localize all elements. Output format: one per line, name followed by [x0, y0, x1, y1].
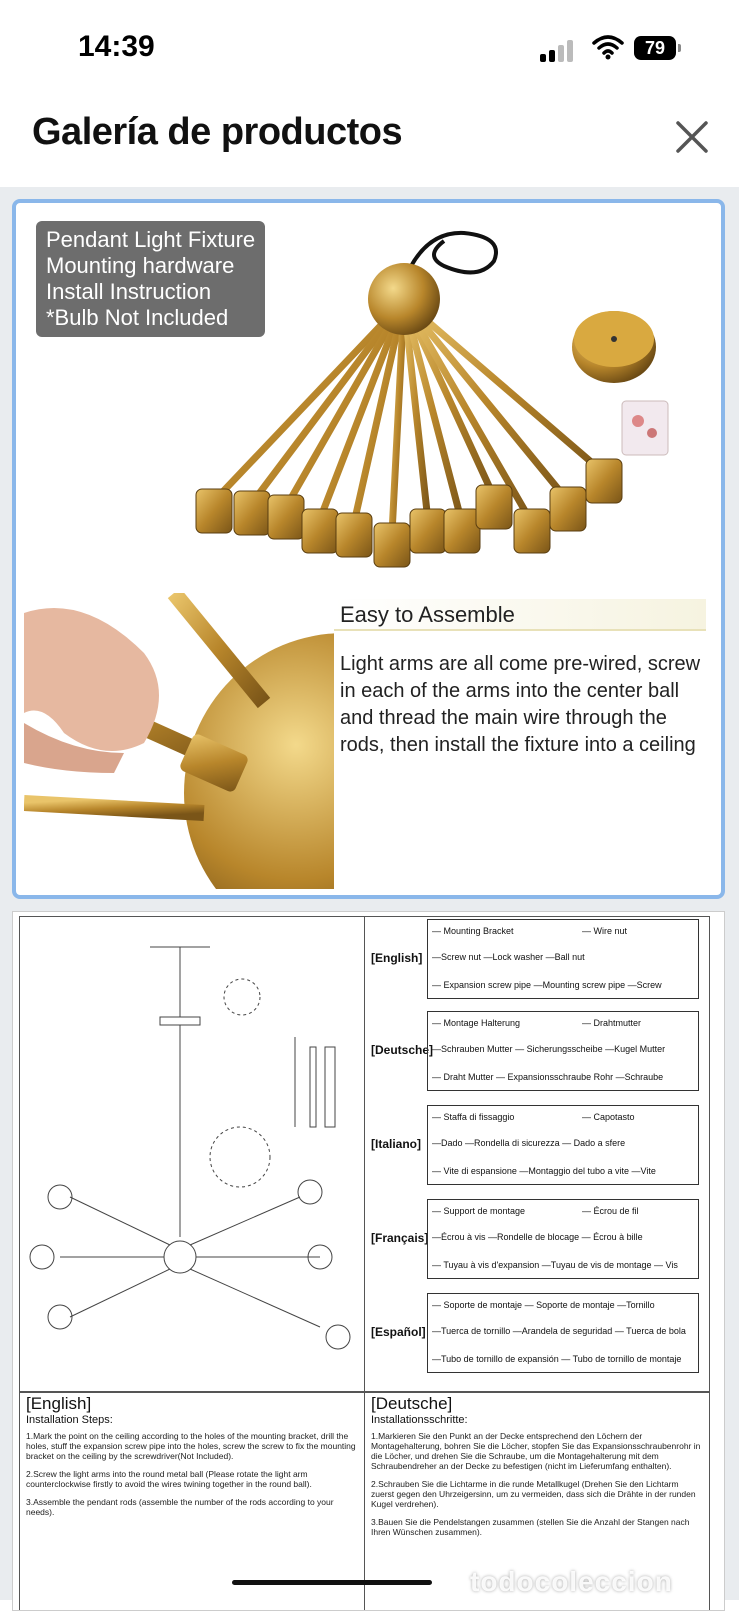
- watermark: todocoleccion: [470, 1566, 673, 1597]
- legend-item: — Dado a sfere: [562, 1138, 626, 1148]
- legend-lang-label: [Italiano]: [371, 1137, 421, 1151]
- legend-lang-label: [English]: [371, 951, 423, 965]
- legend-item: — Vis: [654, 1260, 678, 1270]
- legend-item: — Mounting Bracket: [432, 926, 514, 936]
- legend-lang-label: [Deutsche]: [371, 1043, 434, 1057]
- tag-line-3: Install Instruction: [46, 279, 212, 304]
- product-info-tag: [36, 221, 265, 337]
- legend-item: — Support de montage: [432, 1206, 526, 1216]
- legend-item: —Screw nut: [432, 952, 482, 962]
- page-title: Galería de productos: [32, 111, 403, 153]
- gallery-image-selected[interactable]: [12, 199, 725, 899]
- tag-line-4: *Bulb Not Included: [46, 305, 229, 330]
- legend-item: —Tubo de tornillo de expansión: [432, 1354, 559, 1364]
- steps-heading: [Deutsche]: [371, 1394, 453, 1413]
- legend-item: — Soporte de montaje: [432, 1300, 523, 1310]
- steps-heading: [English]: [26, 1394, 92, 1413]
- legend-box: [427, 1199, 699, 1279]
- step-text: 1.Mark the point on the ceiling according to the holes of the mounting bracket, drill the holes, stuff the expansion screw pipe into the holes, screw the screw to fix the mounting bracket on the ceiling by the screwdriver(Not Included).: [26, 1431, 356, 1461]
- legend-item: —Ball nut: [545, 952, 585, 962]
- legend-item: —Rondelle de blocage: [488, 1232, 580, 1242]
- legend-item: — Tubo de tornillo de montaje: [561, 1354, 682, 1364]
- legend-item: —Screw: [627, 980, 662, 990]
- legend-item: —Arandela de seguridad: [512, 1326, 613, 1336]
- legend-item: —Kugel Mutter: [605, 1044, 666, 1054]
- gallery-image-instructions[interactable]: [12, 911, 725, 1611]
- legend-item: —Tuyau de vis de montage: [541, 1260, 652, 1270]
- status-time: 14:39: [78, 30, 155, 63]
- status-bar: [0, 0, 739, 95]
- step-text: 2.Schrauben Sie die Lichtarme in die runde Metallkugel (Drehen Sie den Lichtarm zuerst gegen den Uhrzeigersinn, um zu vermeiden, dass sich die Drähte in der runden Kugel verdrehen).: [371, 1479, 696, 1509]
- hand-assembly-illustration: [24, 593, 334, 889]
- legend-item: —Vite: [631, 1166, 656, 1176]
- legend-item: — Soporte de montaje: [524, 1300, 615, 1310]
- parts-legend-panel: [365, 916, 710, 1392]
- step-text: 3.Assemble the pendant rods (assemble the number of the rods according to your needs).: [26, 1497, 334, 1517]
- legend-espanol: [365, 1291, 709, 1375]
- legend-item: — Écrou de fil: [582, 1206, 639, 1216]
- legend-francais: [365, 1197, 709, 1281]
- legend-item: — Staffa di fissaggio: [432, 1112, 515, 1122]
- step-text: 3.Bauen Sie die Pendelstangen zusammen (stellen Sie die Anzahl der Stangen nach Ihren Wünschen zusammen).: [371, 1517, 690, 1537]
- exploded-diagram-illustration: [20, 917, 364, 1391]
- legend-deutsche: [365, 1009, 709, 1093]
- step-text: 1.Markieren Sie den Punkt an der Decke entsprechend den Löchern der Montagehalterung, bohren Sie die Löcher, stopfen Sie das Expansionsschraubenrohr in die Löcher, und drehen Sie die Schraube, um die Montagehalterung mit dem Schraubendreher an der Decke zu befestigen (nicht im Lieferumfang enthalten).: [371, 1431, 701, 1471]
- legend-box: [427, 1105, 699, 1185]
- steps-subheading: Installation Steps:: [26, 1414, 113, 1426]
- legend-item: — Expansion screw pipe: [432, 980, 532, 990]
- legend-item: —Rondella di sicurezza: [465, 1138, 560, 1148]
- legend-item: — Expansionsschraube Rohr: [496, 1072, 614, 1082]
- legend-item: —Montaggio del tubo a vite: [519, 1166, 629, 1176]
- product-photo: [24, 211, 716, 593]
- easy-assemble-text: Light arms are all come pre-wired, screw in each of the arms into the center ball and thread the main wire through the rods, then install the fixture into a ceiling: [340, 653, 701, 756]
- legend-box: [427, 919, 699, 999]
- easy-assemble-title: Easy to Assemble: [334, 599, 706, 631]
- installation-diagram: [19, 916, 365, 1392]
- gallery-header: [0, 95, 739, 187]
- tag-line-2: Mounting hardware: [46, 253, 235, 278]
- legend-box: [427, 1011, 699, 1091]
- steps-subheading: Installationsschritte:: [371, 1414, 468, 1426]
- legend-item: — Écrou à bille: [581, 1232, 643, 1242]
- legend-item: —Schrauben Mutter: [432, 1044, 513, 1054]
- legend-italiano: [365, 1103, 709, 1187]
- assembly-photo: [24, 593, 716, 889]
- legend-item: —Tornillo: [617, 1300, 655, 1310]
- legend-item: — Vite di espansione: [432, 1166, 517, 1176]
- legend-item: —Tuerca de tornillo: [432, 1326, 511, 1336]
- legend-item: —Mounting screw pipe: [533, 980, 626, 990]
- steps-english: [20, 1393, 365, 1611]
- product-gallery[interactable]: [0, 187, 739, 1600]
- tag-line-1: Pendant Light Fixture: [46, 227, 256, 252]
- battery-icon: 79: [634, 36, 676, 60]
- legend-item: — Capotasto: [582, 1112, 635, 1122]
- legend-item: — Draht Mutter: [432, 1072, 494, 1082]
- legend-item: — Montage Halterung: [432, 1018, 521, 1028]
- legend-lang-label: [Français]: [371, 1231, 429, 1245]
- legend-item: —Dado: [432, 1138, 463, 1148]
- cellular-signal-icon: [540, 38, 576, 62]
- legend-item: —Écrou à vis: [432, 1232, 486, 1242]
- legend-item: — Drahtmutter: [582, 1018, 642, 1028]
- legend-item: — Wire nut: [582, 926, 628, 936]
- legend-item: —Schraube: [615, 1072, 664, 1082]
- legend-item: — Tuyau à vis d'expansion: [432, 1260, 540, 1270]
- legend-lang-label: [Español]: [371, 1325, 426, 1339]
- step-text: 2.Screw the light arms into the round metal ball (Please rotate the light arm counterclockwise firstly to avoid the wires twining together in the round ball).: [26, 1469, 312, 1489]
- legend-item: — Tuerca de bola: [614, 1326, 686, 1336]
- legend-item: — Sicherungsscheibe: [515, 1044, 603, 1054]
- wifi-icon: [592, 34, 624, 60]
- close-icon[interactable]: [670, 115, 714, 159]
- legend-item: —Lock washer: [483, 952, 544, 962]
- legend-box: [427, 1293, 699, 1373]
- legend-english: [365, 917, 709, 1001]
- home-indicator[interactable]: [232, 1580, 432, 1585]
